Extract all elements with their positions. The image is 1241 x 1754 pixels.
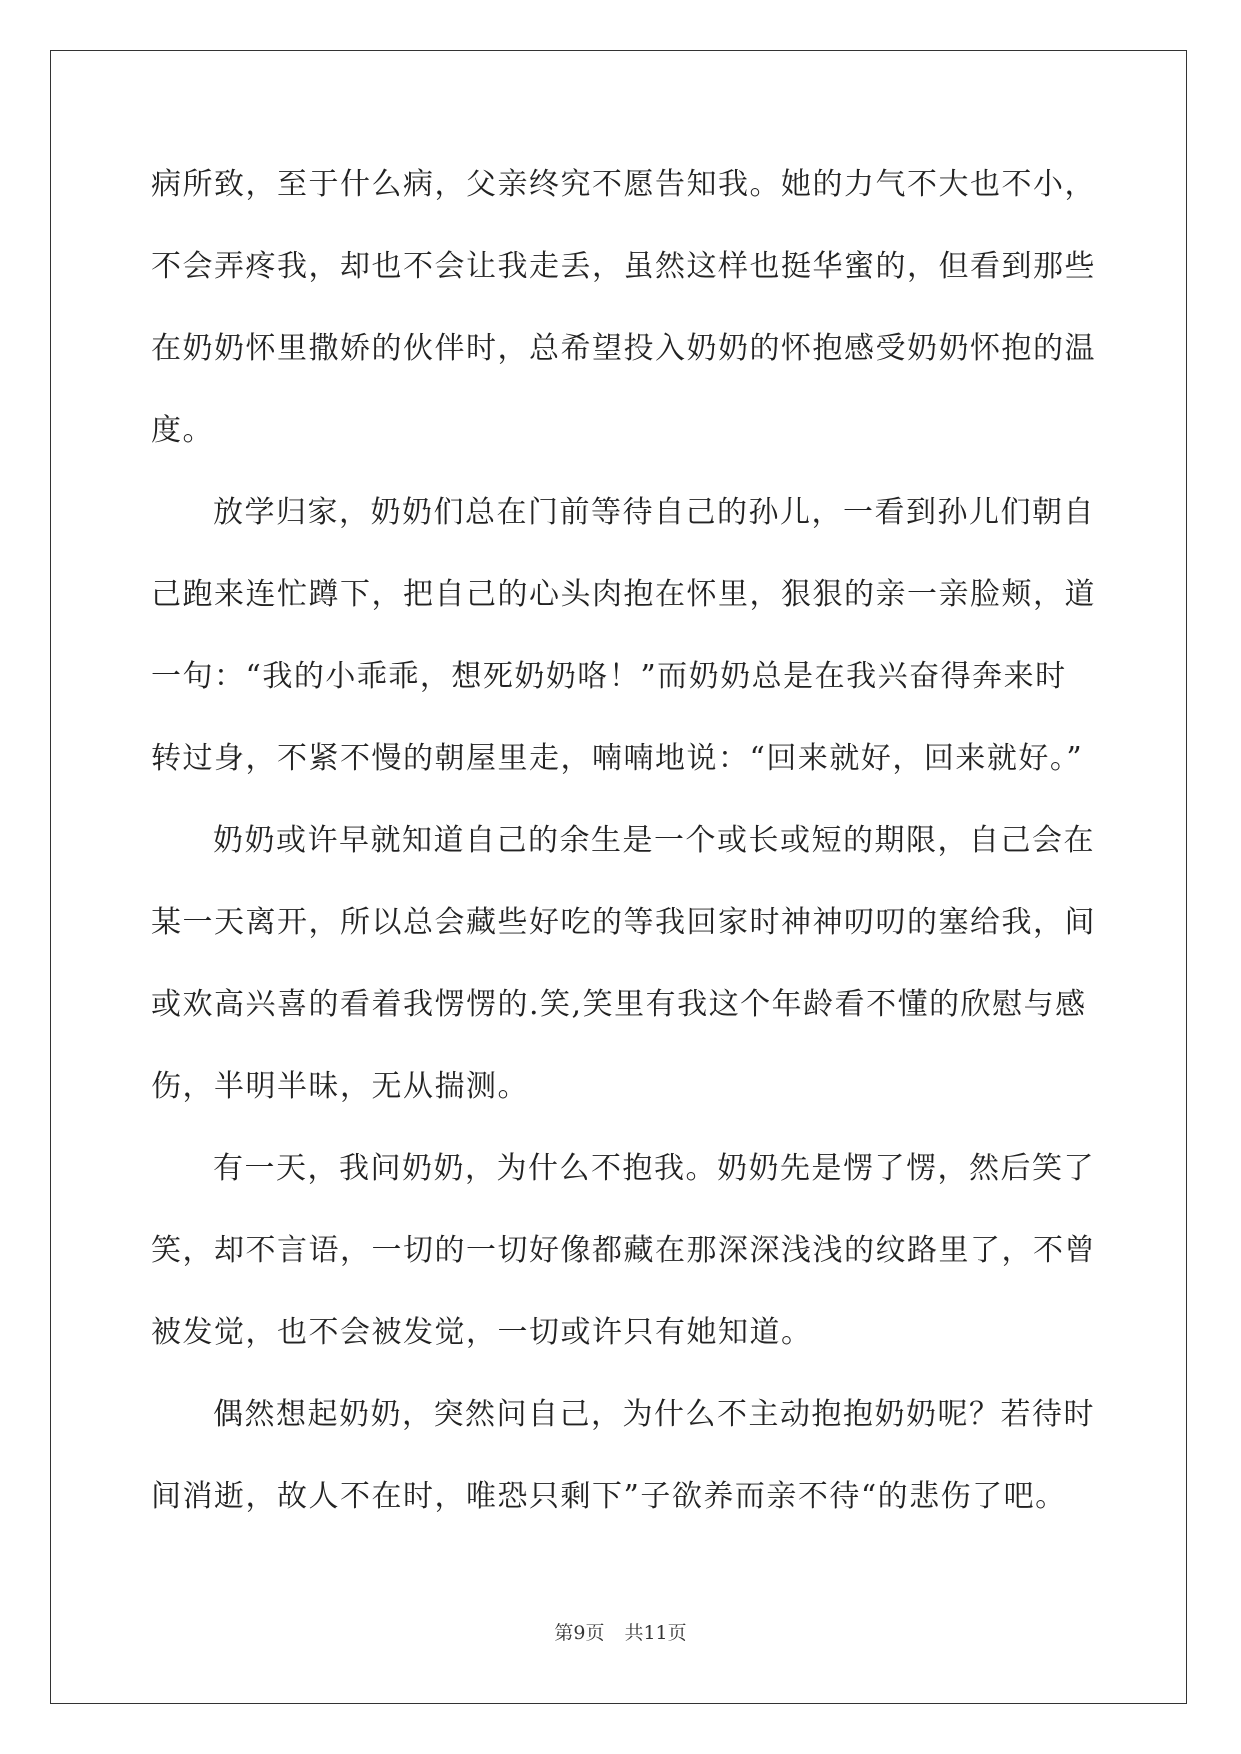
text-line: 一句：“我的小乖乖，想死奶奶咯！”而奶奶总是在我兴奋得奔来时	[151, 659, 1067, 694]
text-line: 被发觉，也不会被发觉，一切或许只有她知道。	[151, 1315, 813, 1350]
text-line: 某一天离开，所以总会藏些好吃的等我回家时神神叨叨的塞给我，间	[151, 905, 1096, 940]
paragraph-first-line: 偶然想起奶奶，突然问自己，为什么不主动抱抱奶奶呢？若待时	[213, 1397, 1095, 1432]
text-line: 间消逝，故人不在时，唯恐只剩下”子欲养而亲不待“的悲伤了吧。	[151, 1479, 1067, 1514]
text-line: 病所致，至于什么病，父亲终究不愿告知我。她的力气不大也不小，	[151, 167, 1096, 202]
text-line: 转过身，不紧不慢的朝屋里走，喃喃地说：“回来就好，回来就好。”	[151, 741, 1084, 776]
page-footer	[0, 1621, 1241, 1645]
paragraph-first-line: 有一天，我问奶奶，为什么不抱我。奶奶先是愣了愣，然后笑了	[213, 1151, 1095, 1186]
page-number: 第9页	[554, 1622, 605, 1644]
text-line: 或欢高兴喜的看着我愣愣的.笑,笑里有我这个年龄看不懂的欣慰与感	[151, 987, 1087, 1022]
text-line: 笑，却不言语，一切的一切好像都藏在那深深浅浅的纹路里了，不曾	[151, 1233, 1096, 1268]
paragraph-first-line: 奶奶或许早就知道自己的余生是一个或长或短的期限，自己会在	[213, 823, 1095, 858]
paragraph-first-line: 放学归家，奶奶们总在门前等待自己的孙儿，一看到孙儿们朝自	[213, 495, 1095, 530]
text-line: 己跑来连忙蹲下，把自己的心头肉抱在怀里，狠狠的亲一亲脸颊，道	[151, 577, 1096, 612]
text-line: 在奶奶怀里撒娇的伙伴时，总希望投入奶奶的怀抱感受奶奶怀抱的温	[151, 331, 1096, 366]
text-line: 不会弄疼我，却也不会让我走丢，虽然这样也挺华蜜的，但看到那些	[151, 249, 1096, 284]
text-line: 伤，半明半昧，无从揣测。	[151, 1069, 529, 1104]
text-line: 度。	[151, 413, 214, 448]
page-total: 共11页	[624, 1622, 687, 1644]
document-body	[151, 165, 1096, 1559]
